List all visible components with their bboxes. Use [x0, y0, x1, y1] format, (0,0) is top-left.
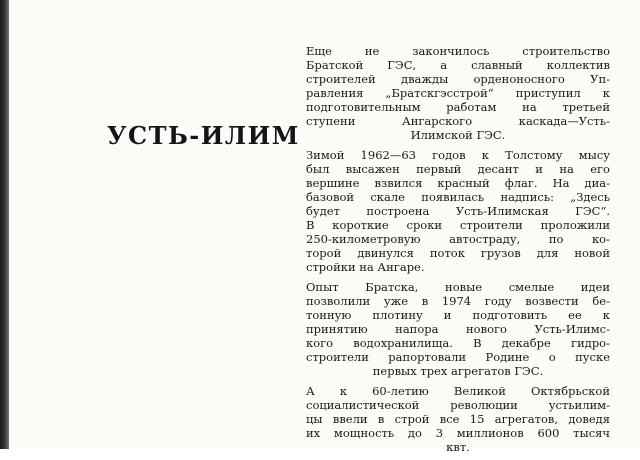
text-line: будет построена Усть-Илимская ГЭС“. [306, 204, 610, 218]
text-line: 250-километровую автостраду, по ко- [306, 232, 610, 246]
text-line: равления „Братскгэсстрой“ приступил к [306, 86, 610, 100]
text-line: их мощность до 3 миллионов 600 тысяч [306, 426, 610, 440]
text-line: ступени Ангарского каскада—Усть- [306, 114, 610, 128]
text-line: принятию напора нового Усть-Илимс- [306, 322, 610, 336]
page-heading: УСТЬ-ИЛИМ [107, 121, 300, 150]
paragraph [306, 384, 610, 454]
text-line: был высажен первый десант и на его [306, 162, 610, 176]
text-line: подготовительным работам на третьей [306, 100, 610, 114]
paragraph [306, 148, 610, 274]
text-line: социалистической революции устьилим- [306, 398, 610, 412]
text-line: базовой скале появилась надпись: „Здесь [306, 190, 610, 204]
text-line: В короткие сроки строители проложили [306, 218, 610, 232]
text-line: цы ввели в строй все 15 агрегатов, доведя [306, 412, 610, 426]
text-line: Еще не закончилось строительство [306, 44, 610, 58]
text-line: Илимской ГЭС. [410, 128, 506, 142]
text-line: строителей дважды орденоносного Уп- [306, 72, 610, 86]
text-line: тонную плотину и подготовить ее к [306, 308, 610, 322]
text-line: А к 60-летию Великой Октябрьской [306, 384, 610, 398]
text-line: первых трех агрегатов ГЭС. [372, 364, 544, 378]
text-line: Братской ГЭС, а славный коллектив [306, 58, 610, 72]
text-line: позволили уже в 1974 году возвести бе- [306, 294, 610, 308]
book-spine-shadow [0, 0, 9, 449]
text-line: вершине взвился красный флаг. На диа- [306, 176, 610, 190]
text-line: Зимой 1962—63 годов к Толстому мысу [306, 148, 610, 162]
body-text [306, 44, 610, 460]
text-line: кого водохранилища. В декабре гидро- [306, 336, 610, 350]
paragraph [306, 44, 610, 142]
text-line: стройки на Ангаре. [306, 260, 425, 274]
text-line: строители рапортовали Родине о пуске [306, 350, 610, 364]
text-line: Опыт Братска, новые смелые идеи [306, 280, 610, 294]
paragraph [306, 280, 610, 378]
text-line: торой двинулся поток грузов для новой [306, 246, 610, 260]
text-line: квт. [446, 440, 470, 454]
